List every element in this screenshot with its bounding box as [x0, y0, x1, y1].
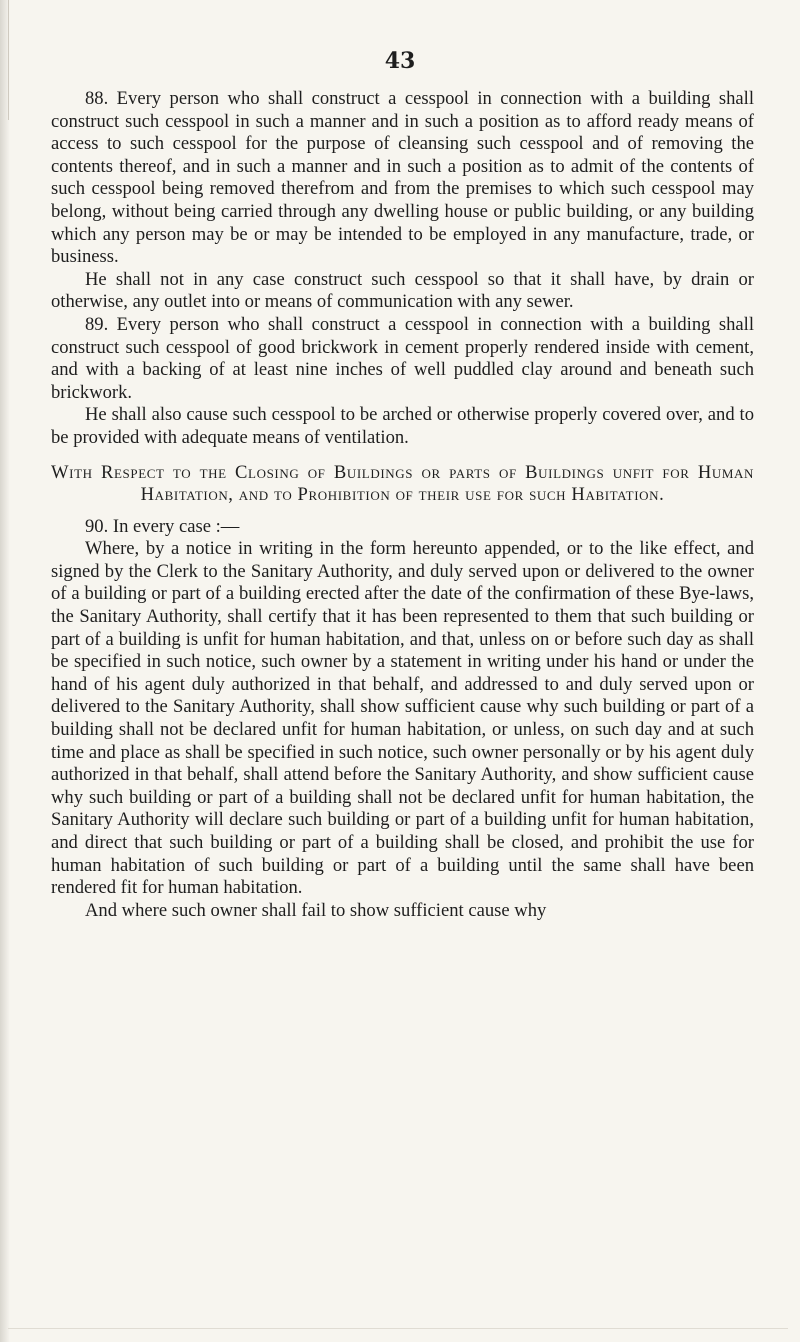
paragraph-88-continued: He shall not in any case construct such cesspool so that it shall have, by drain or otherwise, any outlet into or means of communication with any sewer.	[51, 268, 754, 313]
document-body	[51, 88, 754, 922]
paragraph-89-continued: He shall also cause such cesspool to be arched or otherwise properly covered over, and to be provided with adequate means of ventilation.	[51, 404, 754, 448]
paragraph-90-continued: And where such owner shall fail to show sufficient cause why	[85, 899, 547, 921]
paragraph-89: 89. Every person who shall construct a cesspool in connection with a building shall construct such cesspool of good brickwork in cement properly rendered inside with cement, and with a backing of at least nine inches of well puddled clay around and beneath such brickwork.	[51, 313, 754, 403]
paragraph-88: 88. Every person who shall construct a cesspool in connection with a building shall construct such cesspool in such a manner and in such a position as to afford ready means of access to such cesspool for the purpose of cleansing such cesspool and of removing the contents thereof, and in such a manner and in such a position as to admit of the contents of such cesspool being removed therefrom and from the premises to which such cesspool may belong, without being carried through any dwelling house or public building, or any building which any person may be or may be intended to be employed in any manufacture, trade, or business.	[51, 88, 754, 268]
page-bottom-edge	[8, 1328, 788, 1329]
page-number: 43	[384, 48, 416, 74]
paragraph-90-body: Where, by a notice in writing in the form hereunto appended, or to the like effect, and signed by the Clerk to the Sanitary Authority, and duly served upon or delivered to the owner of a building or part of a building erected after the date of the confirmation of these Bye-laws, the Sanitary Authority, shall certify that it has been represented to them that such building or part of a building is unfit for human habitation, and that, unless on or before such day as shall be specified in such notice, such owner by a statement in writing under his hand or under the hand of his agent duly authorized in that behalf, and addressed to and duly served upon or delivered to the Sanitary Authority, shall show sufficient cause why such building or part of a building shall not be declared unfit for human habitation, or unless, on such day and at such time and place as shall be specified in such notice, such owner personally or by his agent duly authorized in that behalf, shall attend before the Sanitary Authority, and show sufficient cause why such building or part of a building shall not be declared unfit for human habitation, the Sanitary Authority will declare such building or part of a building unfit for human habitation, and direct that such building or part of a building shall be closed, and prohibit the use for human habitation of such building or part of a building until the same shall have been rendered fit for human habitation.	[51, 538, 754, 899]
page-edge-shadow	[0, 0, 10, 1342]
paragraph-90: 90. In every case :—	[85, 515, 240, 537]
section-heading: With Respect to the Closing of Buildings or parts of Buildings unfit for Human Habitation, and to Prohibition of their use for such Habitation.	[51, 461, 754, 506]
